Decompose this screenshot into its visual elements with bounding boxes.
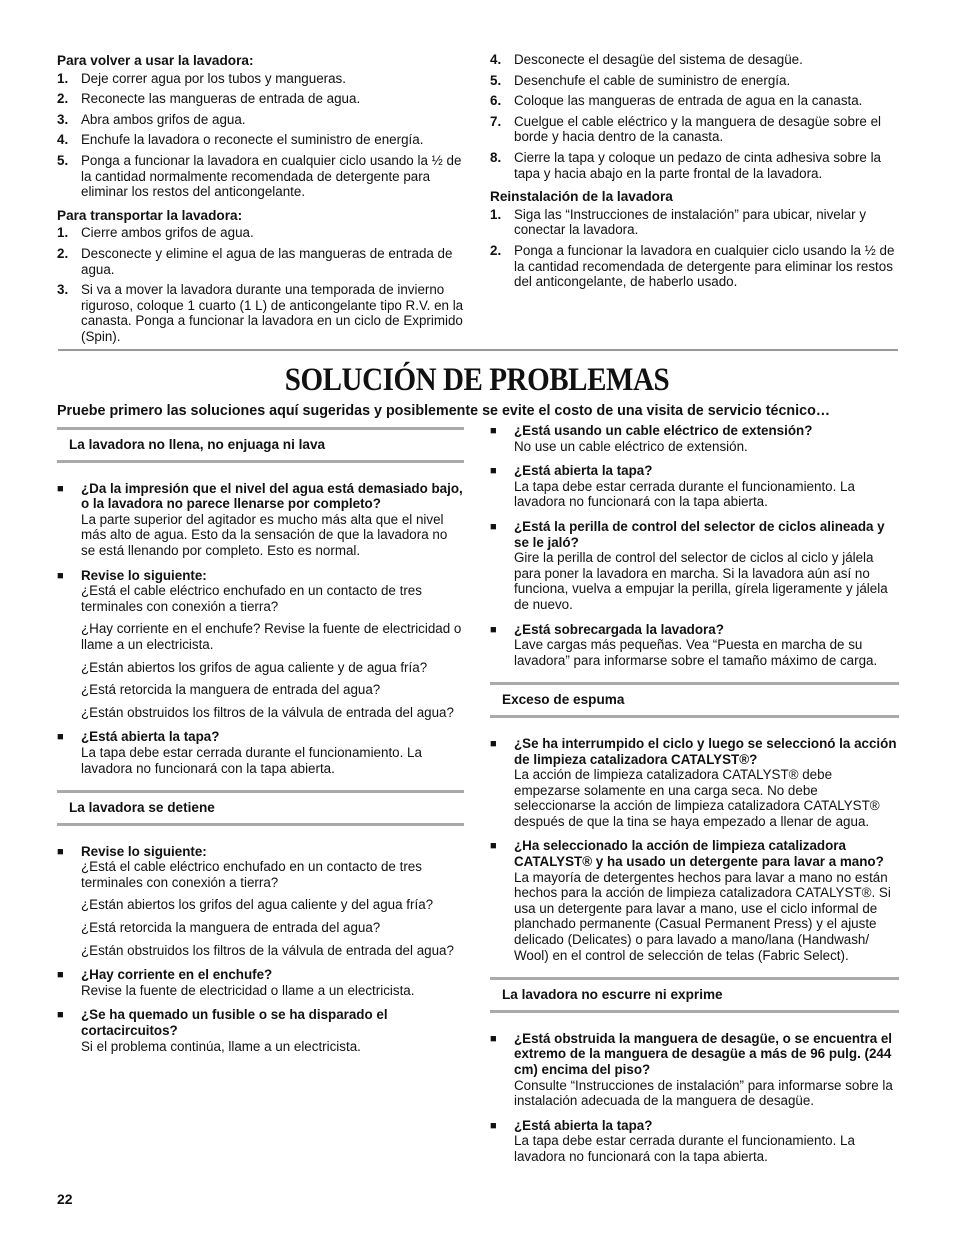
section-heading: La lavadora no escurre ni exprime	[490, 977, 899, 1013]
answer: Revise la fuente de electricidad o llame a un electricista.	[81, 982, 415, 998]
step-number: 2.	[57, 245, 69, 261]
step-text: Desenchufe el cable de suministro de energía.	[514, 72, 791, 88]
step-text: Ponga a funcionar la lavadora en cualquier ciclo usando la ½ de la cantidad normalmente recomendada de detergente para eliminar los restos del anticongelante.	[81, 152, 462, 200]
answer: La tapa debe estar cerrada durante el funcionamiento. La lavadora no funcionará con la tapa abierta.	[514, 478, 855, 510]
answer: ¿Está retorcida la manguera de entrada del agua?	[81, 920, 381, 936]
answer: ¿Están abiertos los grifos del agua caliente y del agua fría?	[81, 897, 434, 913]
question: ¿Ha seleccionado la acción de limpieza catalizadora CATALYST® y ha usado un detergente para lavar a mano?	[514, 838, 884, 870]
step-number: 5.	[490, 72, 502, 88]
question: ¿Se ha interrumpido el ciclo y luego se seleccionó la acción de limpieza catalizadora CATALYST®?	[514, 735, 897, 767]
bullet-icon: ■	[490, 737, 497, 750]
answer: La parte superior del agitador es mucho más alta que el nivel más alto de agua. Esto da la sensación de que la lavadora no se está llenando por completo. Esto es normal.	[81, 511, 448, 558]
bullet-icon: ■	[490, 840, 497, 853]
bullet-icon: ■	[490, 1032, 497, 1045]
step-number: 8.	[490, 149, 502, 165]
step-number: 2.	[57, 91, 69, 107]
question: Revise lo siguiente:	[81, 843, 207, 859]
question: ¿Está obstruida la manguera de desagüe, o se encuentra el extremo de la manguera de desagüe a más de 96 pulg. (244 cm) encima del piso?	[514, 1030, 893, 1077]
bullet-icon: ■	[490, 623, 497, 636]
step-text: Deje correr agua por los tubos y mangueras.	[81, 70, 346, 86]
answer: ¿Está el cable eléctrico enchufado en un contacto de tres terminales con conexión a tierra?	[81, 859, 422, 890]
bullet-icon: ■	[57, 731, 64, 744]
answer: No use un cable eléctrico de extensión.	[514, 438, 748, 454]
section-stops	[57, 790, 464, 1054]
question: ¿Está abierta la tapa?	[81, 729, 220, 745]
list-item	[490, 1118, 899, 1165]
top-left-column	[57, 53, 465, 353]
divider-rule	[58, 349, 898, 351]
step-text: Coloque las mangueras de entrada de agua en la canasta.	[514, 93, 863, 109]
step-number: 1.	[57, 70, 69, 86]
list-item	[490, 736, 899, 830]
list-item	[490, 622, 899, 669]
bullet-icon: ■	[490, 1119, 497, 1132]
section-heading: Exceso de espuma	[490, 682, 899, 718]
list-item	[490, 423, 899, 454]
list-item	[57, 225, 465, 241]
answer: ¿Están obstruidos los filtros de la válvula de entrada del agua?	[81, 942, 454, 958]
section-power	[490, 423, 899, 668]
bullet-icon: ■	[57, 845, 64, 858]
step-text: Ponga a funcionar la lavadora en cualquier ciclo usando la ½ de la cantidad recomendada de detergente para eliminar los restos del anticongelante, de haberlo usado.	[514, 242, 895, 290]
list-item	[490, 463, 899, 510]
bullet-icon: ■	[57, 969, 64, 982]
list-item	[57, 246, 465, 277]
answer: La acción de limpieza catalizadora CATALYST® debe empezarse solamente en una carga seca. No debe seleccionarse la acción de limpieza catalizadora CATALYST® después de que la tina se haya empezado a llenar de agua.	[514, 767, 880, 829]
step-number: 3.	[57, 282, 69, 298]
question: ¿Hay corriente en el enchufe?	[81, 967, 273, 983]
list-item	[57, 153, 465, 200]
answer: Gire la perilla de control del selector de ciclos al ciclo y jálela para poner la lavadora en marcha. Si la lavadora aún así no funciona, vuelva a empujar la perilla, gírela ligeramente y jálela de nuevo.	[514, 550, 888, 612]
answer: ¿Está retorcida la manguera de entrada del agua?	[81, 682, 381, 698]
step-text: Cierre ambos grifos de agua.	[81, 225, 254, 241]
list-item	[57, 132, 465, 148]
step-text: Enchufe la lavadora o reconecte el suministro de energía.	[81, 132, 424, 148]
step-number: 7.	[490, 113, 502, 129]
section-heading: La lavadora se detiene	[57, 790, 464, 826]
transport-steps-continued	[490, 52, 900, 181]
bullet-icon: ■	[490, 465, 497, 478]
question: Revise lo siguiente:	[81, 567, 207, 583]
step-number: 4.	[57, 132, 69, 148]
list-item	[490, 519, 899, 613]
transport-steps	[57, 225, 465, 344]
question: ¿Está abierta la tapa?	[514, 463, 653, 479]
intro-text: Pruebe primero las soluciones aquí sugeridas y posiblemente se evite el costo de una visita de servicio técnico…	[57, 403, 831, 419]
answer: Si el problema continúa, llame a un electricista.	[81, 1038, 361, 1054]
step-text: Cuelgue el cable eléctrico y la manguera de desagüe sobre el borde y hacia dentro de la canasta.	[514, 113, 881, 145]
step-text: Desconecte el desagüe del sistema de desagüe.	[514, 52, 803, 67]
list-item	[490, 52, 900, 68]
list-item	[57, 844, 464, 959]
answer: La tapa debe estar cerrada durante el funcionamiento. La lavadora no funcionará con la tapa abierta.	[81, 744, 422, 776]
section-no-drain	[490, 977, 899, 1164]
list-item	[490, 1031, 899, 1109]
list-item	[57, 568, 464, 721]
bullet-icon: ■	[57, 569, 64, 582]
reuse-steps	[57, 71, 465, 200]
step-number: 3.	[57, 111, 69, 127]
bullet-icon: ■	[490, 425, 497, 437]
question: ¿Está sobrecargada la lavadora?	[514, 621, 724, 637]
list-item	[57, 729, 464, 776]
question: ¿Está usando un cable eléctrico de extensión?	[514, 423, 813, 438]
list-item	[57, 481, 464, 559]
list-item	[57, 91, 465, 107]
top-right-column	[490, 52, 900, 298]
list-item	[57, 71, 465, 87]
section-no-fill	[57, 427, 464, 776]
step-text: Abra ambos grifos de agua.	[81, 111, 246, 127]
list-item	[490, 114, 900, 145]
list-item	[490, 93, 900, 109]
step-text: Cierre la tapa y coloque un pedazo de cinta adhesiva sobre la tapa y hacia abajo en la parte frontal de la lavadora.	[514, 149, 881, 181]
step-number: 4.	[490, 52, 502, 67]
answer: ¿Están abiertos los grifos de agua caliente y de agua fría?	[81, 659, 428, 675]
step-number: 1.	[490, 206, 502, 222]
answer: La mayoría de detergentes hechos para lavar a mano no están hechos para la acción de limpieza catalizadora CATALYST®. Si usa un detergente para lavar a mano, use el ciclo informal de planchado permanente (Casual Permanent Press) y el ajuste delicado (Delicates) o para lavado a mano/lana (Handwash/ Wool) en el control de selección de telas (Fabric Select).	[514, 869, 891, 963]
section-heading: La lavadora no llena, no enjuaga ni lava	[57, 427, 464, 463]
answer: ¿Está el cable eléctrico enchufado en un contacto de tres terminales con conexión a tierra?	[81, 583, 422, 614]
step-number: 2.	[490, 242, 502, 258]
step-text: Reconecte las mangueras de entrada de agua.	[81, 91, 361, 107]
step-text: Siga las “Instrucciones de instalación” para ubicar, nivelar y conectar la lavadora.	[514, 206, 867, 238]
list-item	[490, 207, 900, 238]
page-title: SOLUCIÓN DE PROBLEMAS	[284, 362, 670, 398]
list-item	[490, 243, 900, 290]
list-item	[490, 150, 900, 181]
step-number: 1.	[57, 225, 69, 241]
list-item	[57, 282, 465, 344]
list-item	[57, 967, 464, 998]
answer: Consulte “Instrucciones de instalación” para informarse sobre la instalación adecuada de la manguera de desagüe.	[514, 1077, 893, 1109]
step-text: Si va a mover la lavadora durante una temporada de invierno riguroso, coloque 1 cuarto (1 L) de anticongelante tipo R.V. en la canasta. Ponga a funcionar la lavadora en un ciclo de Exprimido (Spin).	[81, 282, 464, 344]
list-item	[57, 112, 465, 128]
step-number: 5.	[57, 152, 69, 168]
list-item	[490, 838, 899, 963]
question: ¿Se ha quemado un fusible o se ha disparado el cortacircuitos?	[81, 1007, 388, 1039]
page-number: 22	[57, 1191, 73, 1207]
reuse-heading: Para volver a usar la lavadora:	[57, 53, 254, 68]
answer: La tapa debe estar cerrada durante el funcionamiento. La lavadora no funcionará con la tapa abierta.	[514, 1133, 855, 1164]
reinstall-steps	[490, 207, 900, 290]
bullet-icon: ■	[57, 1009, 64, 1022]
step-text: Desconecte y elimine el agua de las mangueras de entrada de agua.	[81, 245, 453, 277]
question: ¿Está abierta la tapa?	[514, 1117, 653, 1133]
section-excess-foam	[490, 682, 899, 963]
answer: ¿Están obstruidos los filtros de la válvula de entrada del agua?	[81, 704, 454, 720]
reinstall-heading: Reinstalación de la lavadora	[490, 189, 673, 205]
list-item	[490, 73, 900, 89]
answer: ¿Hay corriente en el enchufe? Revise la fuente de electricidad o llame a un electricista.	[81, 621, 462, 652]
trouble-right-column	[490, 423, 899, 1179]
step-number: 6.	[490, 93, 502, 109]
trouble-left-column	[57, 427, 464, 1068]
bullet-icon: ■	[490, 520, 497, 533]
question: ¿Está la perilla de control del selector de ciclos alineada y se le jaló?	[514, 518, 885, 550]
answer: Lave cargas más pequeñas. Vea “Puesta en marcha de su lavadora” para informarse sobre el tamaño máximo de carga.	[514, 637, 878, 668]
bullet-icon: ■	[57, 482, 64, 495]
question: ¿Da la impresión que el nivel del agua está demasiado bajo, o la lavadora no parece llenarse por completo?	[81, 480, 463, 512]
transport-heading: Para transportar la lavadora:	[57, 207, 243, 223]
list-item	[57, 1007, 464, 1054]
